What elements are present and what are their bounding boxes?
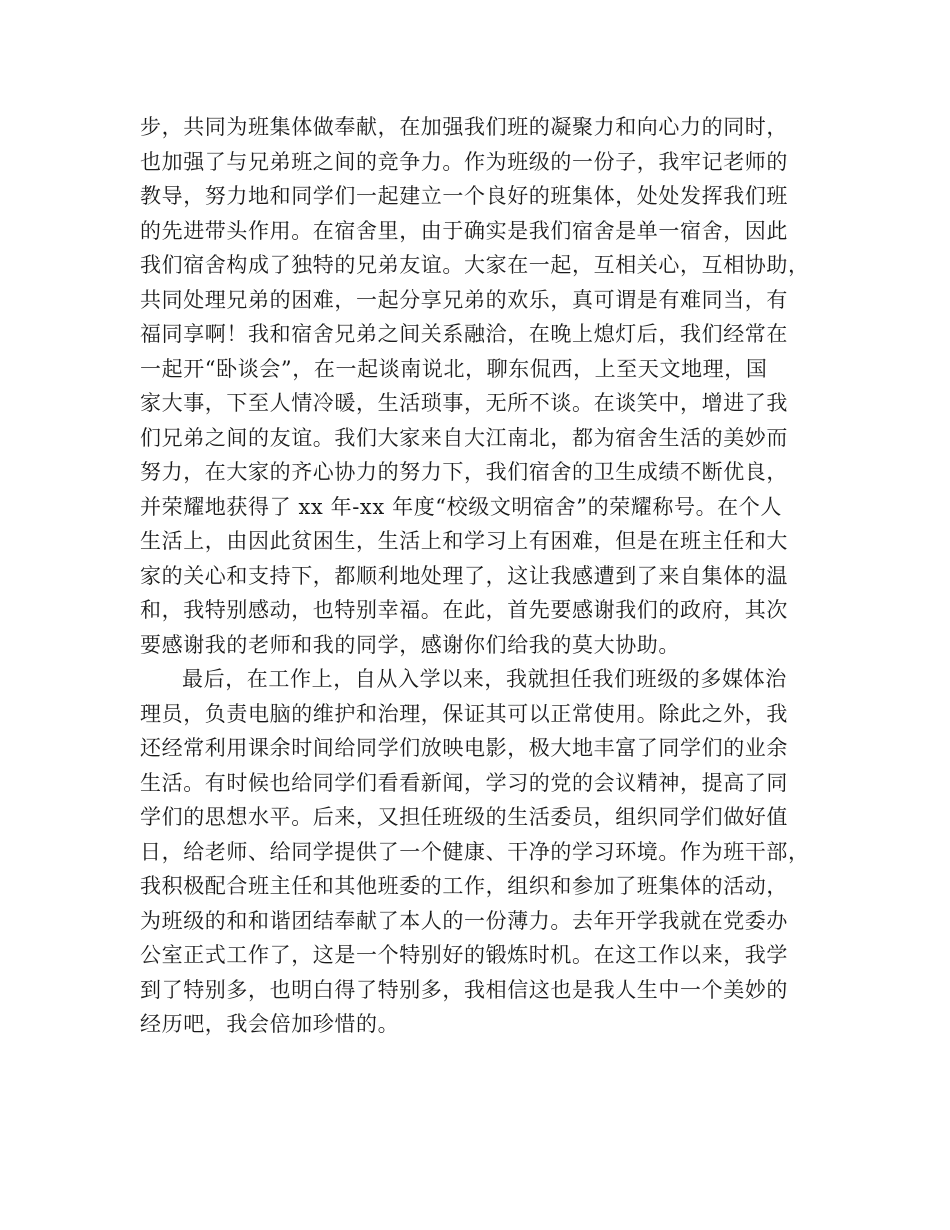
text-line: 要感谢我的老师和我的同学，感谢你们给我的莫大协助。 [140, 632, 680, 657]
text-line: 生活。有时候也给同学们看看新闻，学习的党的会议精神，提高了同 [140, 770, 788, 795]
text-line: 和，我特别感动，也特别幸福。在此，首先要感谢我们的政府，其次 [140, 598, 788, 622]
text-line: 生活上，由因此贫困生，生活上和学习上有困难，但是在班主任和大 [140, 529, 788, 553]
text-line: 步，共同为班集体做奉献，在加强我们班的凝聚力和向心力的同时， [140, 115, 788, 139]
text-line: 们兄弟之间的友谊。我们大家来自大江南北，都为宿舍生活的美妙而 [140, 425, 788, 450]
text-line: 最后，在工作上，自从入学以来，我就担任我们班级的多媒体治 [182, 667, 787, 691]
text-line: 我积极配合班主任和其他班委的工作，组织和参加了班集体的活动， [140, 874, 788, 898]
text-line: 为班级的和和谐团结奉献了本人的一份薄力。去年开学我就在党委办 [140, 908, 788, 933]
text-line: 并荣耀地获得了 xx 年-xx 年度“校级文明宿舍”的荣耀称号。在个人 [140, 494, 782, 519]
text-line: 教导，努力地和同学们一起建立一个良好的班集体，处处发挥我们班 [140, 184, 788, 208]
text-line: 我们宿舍构成了独特的兄弟友谊。大家在一起，互相关心，互相协助， [140, 253, 810, 277]
text-line: 到了特别多，也明白得了特别多，我相信这也是我人生中一个美妙的 [140, 977, 788, 1002]
text-line: 还经常利用课余时间给同学们放映电影，极大地丰富了同学们的业余 [140, 736, 788, 760]
text-line: 家大事，下至人情冷暖，生活琐事，无所不谈。在谈笑中，增进了我 [140, 391, 788, 415]
text-line: 也加强了与兄弟班之间的竞争力。作为班级的一份子，我牢记老师的 [140, 149, 788, 174]
text-line: 福同享啊！我和宿舍兄弟之间关系融洽，在晚上熄灯后，我们经常在 [140, 322, 788, 346]
text-line: 日，给老师、给同学提供了一个健康、干净的学习环境。作为班干部， [140, 839, 810, 864]
text-line: 经历吧，我会倍加珍惜的。 [140, 1012, 400, 1036]
paragraph [140, 110, 820, 662]
document-body [140, 110, 820, 1042]
text-line: 公室正式工作了，这是一个特别好的锻炼时机。在这工作以来，我学 [140, 943, 788, 967]
text-line: 努力，在大家的齐心协力的努力下，我们宿舍的卫生成绩不断优良， [140, 460, 788, 484]
text-line: 一起开“卧谈会”，在一起谈南说北，聊东侃西，上至天文地理，国 [140, 356, 768, 381]
text-line: 共同处理兄弟的困难，一起分享兄弟的欢乐，真可谓是有难同当，有 [140, 287, 788, 312]
text-line: 理员，负责电脑的维护和治理，保证其可以正常使用。除此之外，我 [140, 701, 788, 726]
paragraph [140, 662, 820, 1042]
text-line: 家的关心和支持下，都顺利地处理了，这让我感遭到了来自集体的温 [140, 563, 788, 588]
text-line: 学们的思想水平。后来，又担任班级的生活委员，组织同学们做好值 [140, 805, 788, 829]
text-line: 的先进带头作用。在宿舍里，由于确实是我们宿舍是单一宿舍，因此 [140, 218, 788, 243]
